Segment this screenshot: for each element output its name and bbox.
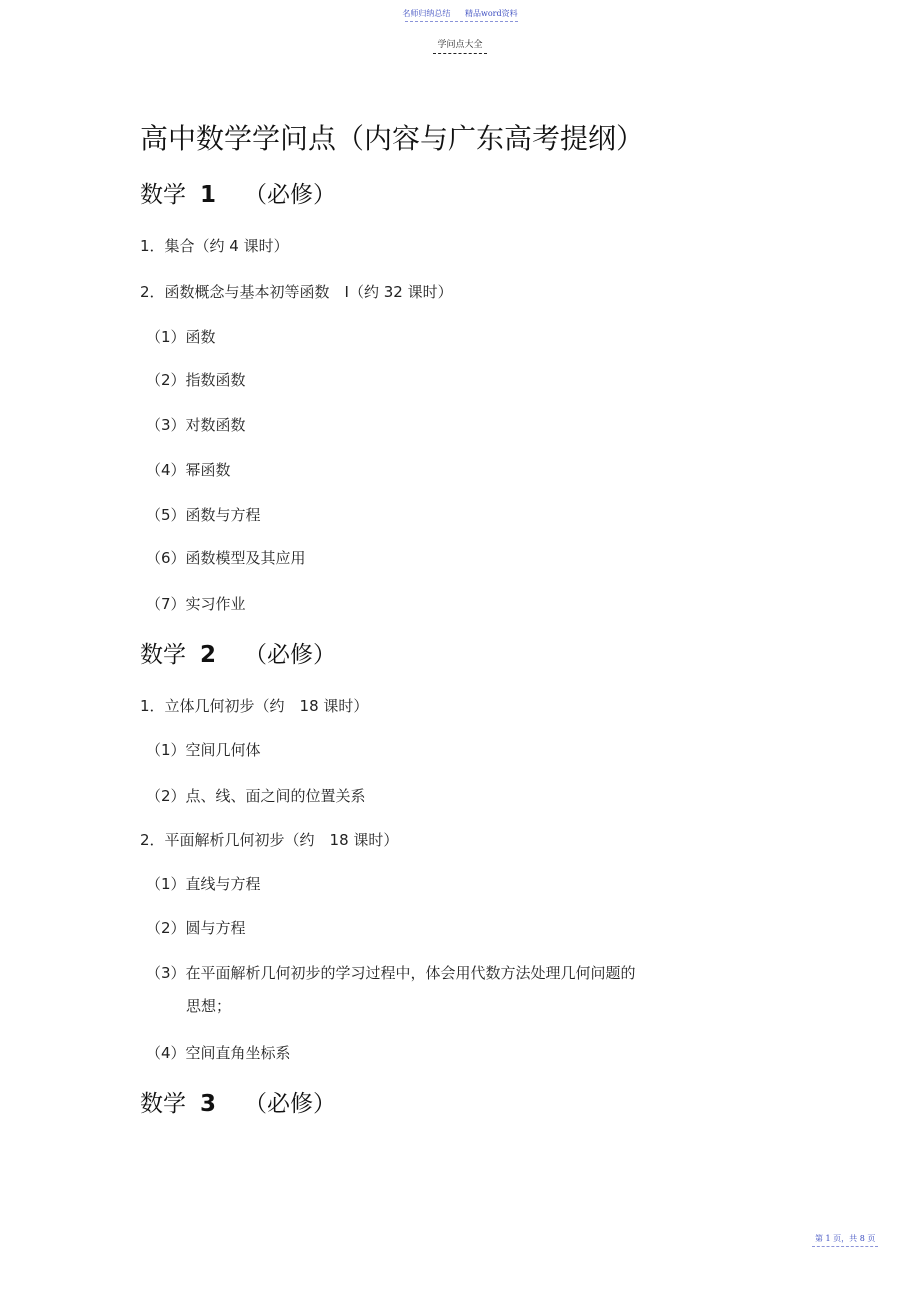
section-heading-math-1 bbox=[140, 176, 336, 209]
sub-item: （3）在平面解析几何初步的学习过程中，体会用代数方法处理几何问题的 bbox=[146, 964, 636, 982]
item-sets: 1．集合（约 4 课时） bbox=[140, 237, 289, 255]
sub-item: （1）函数 bbox=[146, 328, 216, 346]
section-label: 数学 bbox=[140, 642, 186, 668]
header-right-text: 精品word资料 bbox=[464, 9, 518, 18]
header-left-text: 名师归纳总结 bbox=[402, 9, 451, 18]
document-title: 高中数学学问点（内容与广东高考提纲） bbox=[140, 122, 645, 155]
section-note: （必修） bbox=[244, 1091, 337, 1117]
sub-item: （5）函数与方程 bbox=[146, 506, 261, 524]
item-functions: 2．函数概念与基本初等函数 Ⅰ（约 32 课时） bbox=[140, 283, 453, 301]
item-solid-geometry: 1．立体几何初步（约 18 课时） bbox=[140, 697, 369, 715]
section-label: 数学 bbox=[140, 1091, 186, 1117]
subtitle-divider bbox=[433, 53, 487, 54]
section-note: （必修） bbox=[244, 182, 337, 208]
sub-item-continuation: 思想； bbox=[186, 997, 232, 1015]
section-number: 2 bbox=[200, 642, 217, 668]
footer-divider bbox=[812, 1246, 878, 1247]
section-number: 3 bbox=[200, 1091, 217, 1117]
sub-item: （2）圆与方程 bbox=[146, 919, 246, 937]
sub-item: （2）点、线、面之间的位置关系 bbox=[146, 787, 366, 805]
header-subtitle: 学问点大全 bbox=[437, 40, 483, 50]
page-number: 第 1 页，共 8 页 bbox=[815, 1234, 876, 1243]
item-analytic-geometry: 2．平面解析几何初步（约 18 课时） bbox=[140, 831, 399, 849]
sub-item: （4）幂函数 bbox=[146, 461, 231, 479]
section-note: （必修） bbox=[244, 642, 337, 668]
sub-item: （6）函数模型及其应用 bbox=[146, 549, 306, 567]
sub-item: （1）直线与方程 bbox=[146, 875, 261, 893]
section-heading-math-3 bbox=[140, 1085, 336, 1118]
sub-item: （2）指数函数 bbox=[146, 371, 246, 389]
section-heading-math-2 bbox=[140, 636, 336, 669]
section-label: 数学 bbox=[140, 182, 186, 208]
sub-item: （4）空间直角坐标系 bbox=[146, 1044, 291, 1062]
page-header-banner bbox=[0, 8, 920, 19]
sub-item: （7）实习作业 bbox=[146, 595, 246, 613]
header-divider bbox=[405, 21, 518, 22]
sub-item: （3）对数函数 bbox=[146, 416, 246, 434]
sub-item: （1）空间几何体 bbox=[146, 741, 261, 759]
section-number: 1 bbox=[200, 182, 217, 208]
